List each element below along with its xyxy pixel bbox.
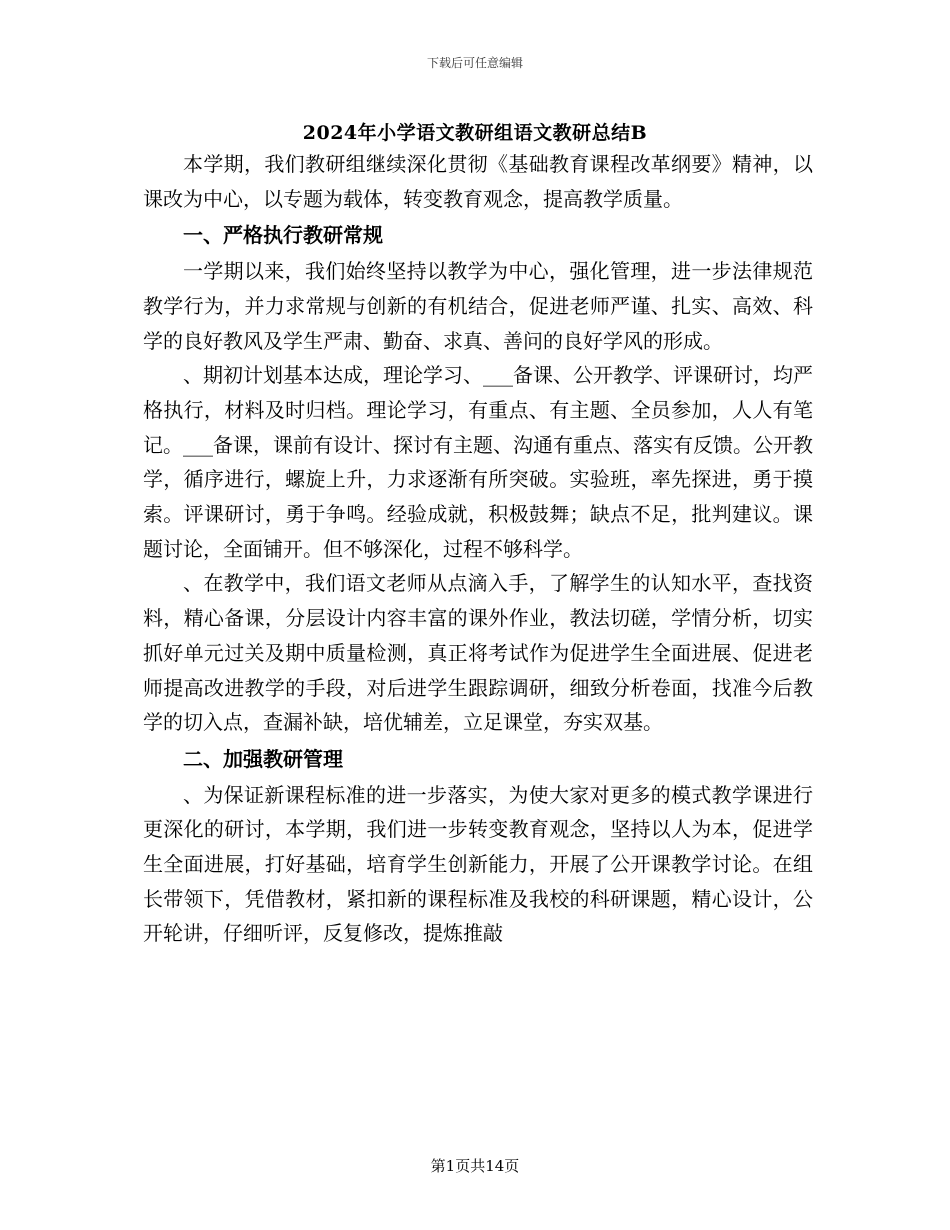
section-heading-1: 一、严格执行教研常规 bbox=[183, 223, 383, 248]
header-note: 下载后可任意编辑 bbox=[426, 56, 523, 70]
intro-paragraph: 本学期，我们教研组继续深化贯彻《基础教育课程改革纲要》精神，以课改为中心，以专题为载体，转变教育观念，提高教学质量。 bbox=[143, 152, 813, 211]
section-heading-2: 二、加强教研管理 bbox=[183, 746, 343, 771]
document-body bbox=[143, 147, 813, 951]
paragraph: 、在教学中，我们语文老师从点滴入手，了解学生的认知水平，查找资料，精心备课，分层设计内容丰富的课外作业，教法切磋，学情分析，切实抓好单元过关及期中质量检测，真正将考试作为促进学生全面进展、促进老师提高改进教学的手段，对后进学生跟踪调研，细致分析卷面，找准今后教学的切入点，查漏补缺，培优辅差，立足课堂，夯实双基。 bbox=[143, 571, 813, 735]
paragraph: 一学期以来，我们始终坚持以教学为中心，强化管理，进一步法律规范教学行为，并力求常规与创新的有机结合，促进老师严谨、扎实、高效、科学的良好教风及学生严肃、勤奋、求真、善问的良好学风的形成。 bbox=[143, 259, 813, 353]
paragraph: 、期初计划基本达成，理论学习、___备课、公开教学、评课研讨，均严格执行，材料及时归档。理论学习，有重点、有主题、全员参加，人人有笔记。___备课，课前有设计、探讨有主题、沟通有重点、落实有反馈。公开教学，循序进行，螺旋上升，力求逐渐有所突破。实验班，率先探进，勇于摸索。评课研讨，勇于争鸣。经验成就，积极鼓舞；缺点不足，批判建议。课题讨论，全面铺开。但不够深化，过程不够科学。 bbox=[143, 363, 813, 561]
page-number: 第1页共14页 bbox=[430, 1157, 520, 1175]
document-title: 2024年小学语文教研组语文教研总结B bbox=[302, 122, 648, 144]
paragraph: 、为保证新课程标准的进一步落实，为使大家对更多的模式教学课进行更深化的研讨，本学期，我们进一步转变教育观念，坚持以人为本，促进学生全面进展，打好基础，培育学生创新能力，开展了公开课教学讨论。在组长带领下，凭借教材，紧扣新的课程标准及我校的科研课题，精心设计，公开轮讲，仔细听评，反复修改，提炼推敲 bbox=[143, 782, 813, 946]
